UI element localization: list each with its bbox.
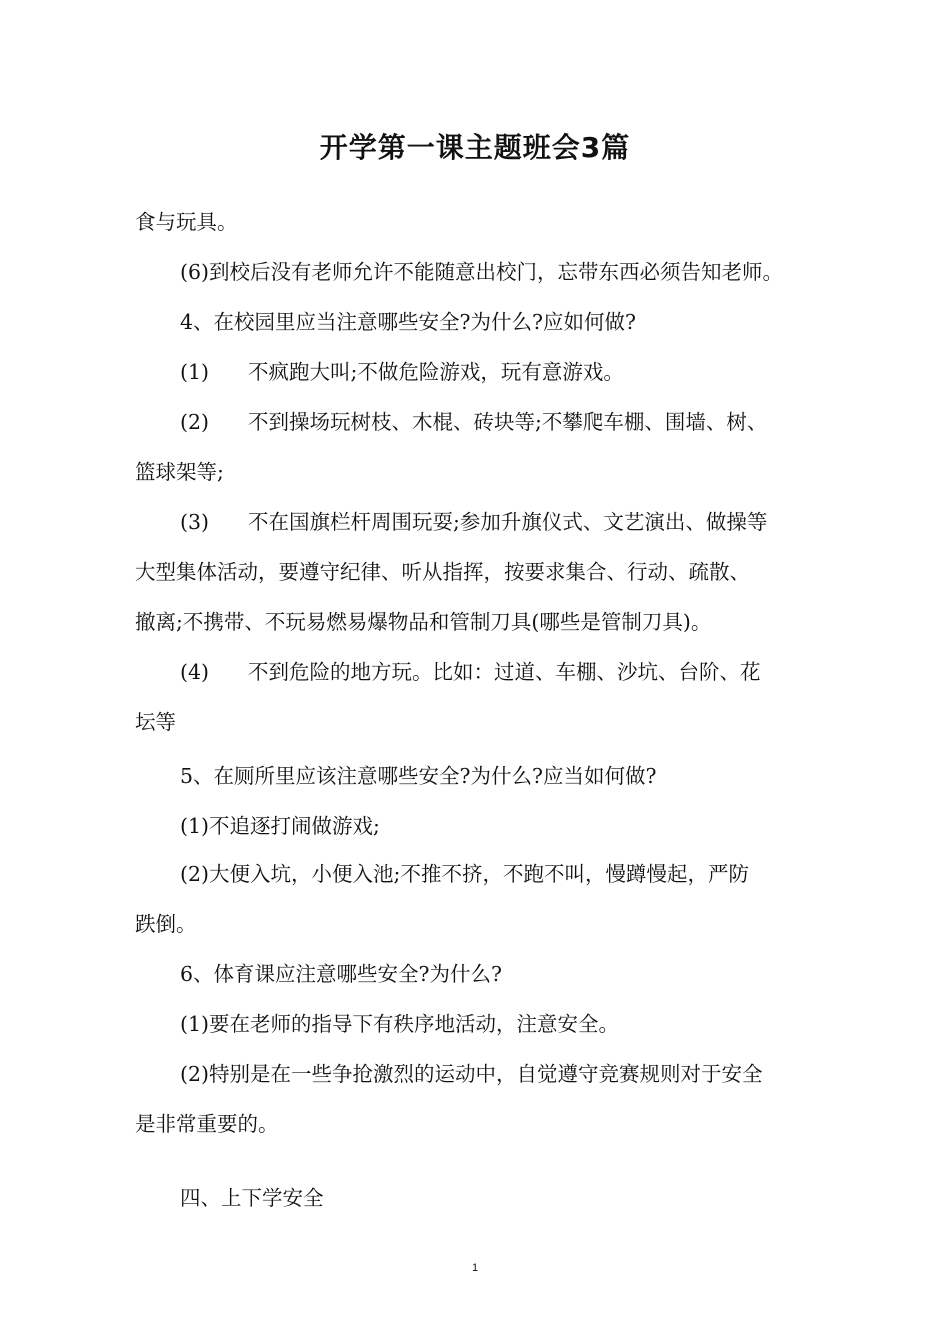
list-item [180,358,624,386]
list-item [180,408,767,436]
body-line: (1)要在老师的指导下有秩序地活动，注意安全。 [180,1012,620,1036]
body-line: (2)大便入坑，小便入池;不推不挤，不跑不叫，慢蹲慢起，严防 [180,862,749,886]
item-text: 不疯跑大叫;不做危险游戏，玩有意游戏。 [248,360,624,384]
body-line: (2)特别是在一些争抢激烈的运动中，自觉遵守竞赛规则对于安全 [180,1062,763,1086]
list-item [180,508,767,536]
body-line: (6)到校后没有老师允许不能随意出校门，忘带东西必须告知老师。 [180,260,784,284]
question-heading: 4、在校园里应当注意哪些安全?为什么?应如何做? [180,310,637,334]
item-text: 不在国旗栏杆周围玩耍;参加升旗仪式、文艺演出、做操等 [248,510,768,534]
body-line: 坛等 [135,710,176,734]
item-text: 不到操场玩树枝、木棍、砖块等;不攀爬车棚、围墙、树、 [248,410,768,434]
item-number: (2) [180,410,210,434]
body-line: 跌倒。 [135,912,197,936]
question-heading: 6、体育课应注意哪些安全?为什么? [180,962,503,986]
page-title: 开学第一课主题班会3篇 [319,131,631,164]
list-item [180,658,761,686]
body-line: 篮球架等; [135,460,224,484]
page-number: 1 [471,1262,479,1274]
body-line: 大型集体活动，要遵守纪律、听从指挥，按要求集合、行动、疏散、 [135,560,750,584]
body-line: 是非常重要的。 [135,1112,279,1136]
body-line: 撤离;不携带、不玩易燃易爆物品和管制刀具(哪些是管制刀具)。 [135,610,712,634]
question-heading: 5、在厕所里应该注意哪些安全?为什么?应当如何做? [180,764,657,788]
section-heading: 四、上下学安全 [180,1186,324,1210]
item-number: (1) [180,360,210,384]
body-line: (1)不追逐打闹做游戏; [180,814,380,838]
item-number: (3) [180,510,210,534]
item-number: (4) [180,660,210,684]
body-line: 食与玩具。 [135,210,238,234]
item-text: 不到危险的地方玩。比如：过道、车棚、沙坑、台阶、花 [248,660,761,684]
